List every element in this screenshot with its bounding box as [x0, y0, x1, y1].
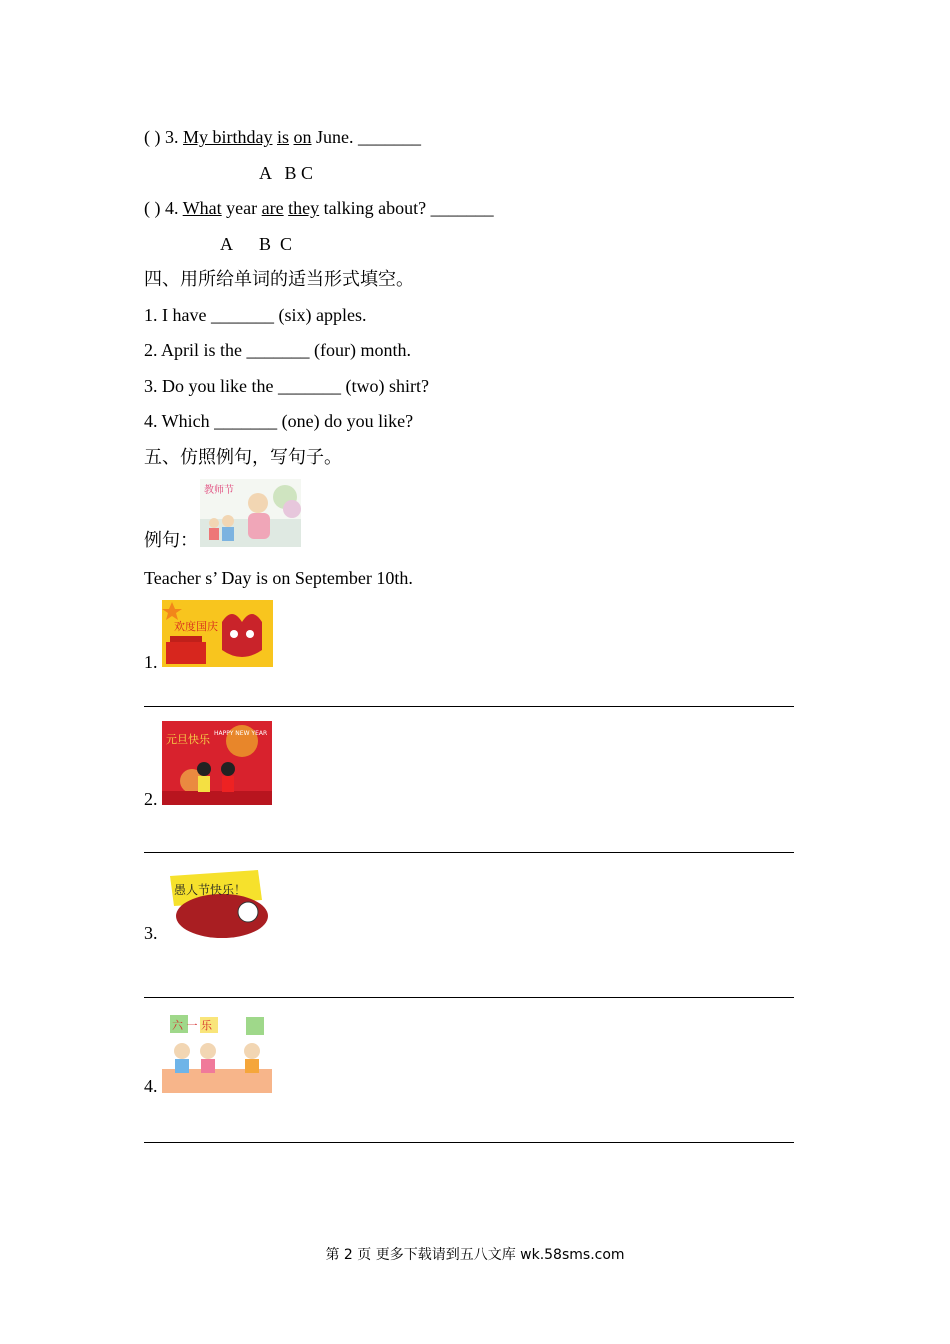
answer-line-2[interactable]: [144, 852, 794, 853]
april-fools-image-text: 愚人节快乐！: [174, 883, 247, 897]
question-4: ( ) 4. What year are they talking about? _______: [144, 198, 494, 218]
new-year-image-text-2: HAPPY NEW YEAR: [214, 730, 268, 737]
fill-item-4: 4. Which _______ (one) do you like?: [144, 411, 414, 431]
page-footer: 第 2 页 更多下载请到五八文库 wk.58sms.com: [325, 1247, 625, 1263]
national-day-image-text: 欢度国庆: [174, 620, 218, 633]
national-day-image: [162, 600, 273, 667]
example-sentence: Teacher s’ Day is on September 10th.: [144, 568, 413, 588]
section-4-title: 四、用所给单词的适当形式填空。: [144, 269, 414, 289]
teachers-day-image-text: 教师节: [204, 485, 234, 496]
childrens-day-image: [162, 1013, 272, 1093]
question-3-choices: A B C: [259, 163, 314, 183]
fill-item-3: 3. Do you like the _______ (two) shirt?: [144, 376, 429, 396]
question-3: ( ) 3. My birthday is on June. _______: [144, 127, 422, 147]
childrens-day-image-text: 六 一 乐: [172, 1019, 212, 1032]
write-item-4-number: 4.: [144, 1076, 158, 1096]
fill-item-2: 2. April is the _______ (four) month.: [144, 340, 411, 360]
teachers-day-image: [200, 479, 301, 547]
new-year-image: [162, 721, 272, 805]
new-year-image-text: 元旦快乐: [166, 733, 210, 746]
example-label: 例句：: [144, 530, 198, 550]
april-fools-image: [162, 866, 270, 941]
section-5-title: 五、仿照例句，写句子。: [144, 447, 342, 467]
write-item-1-number: 1.: [144, 652, 158, 672]
write-item-2-number: 2.: [144, 789, 158, 809]
answer-line-3[interactable]: [144, 997, 794, 998]
write-item-3-number: 3.: [144, 923, 158, 943]
fill-item-1: 1. I have _______ (six) apples.: [144, 305, 367, 325]
question-4-choices: A B C: [220, 234, 293, 254]
answer-line-1[interactable]: [144, 706, 794, 707]
answer-line-4[interactable]: [144, 1142, 794, 1143]
